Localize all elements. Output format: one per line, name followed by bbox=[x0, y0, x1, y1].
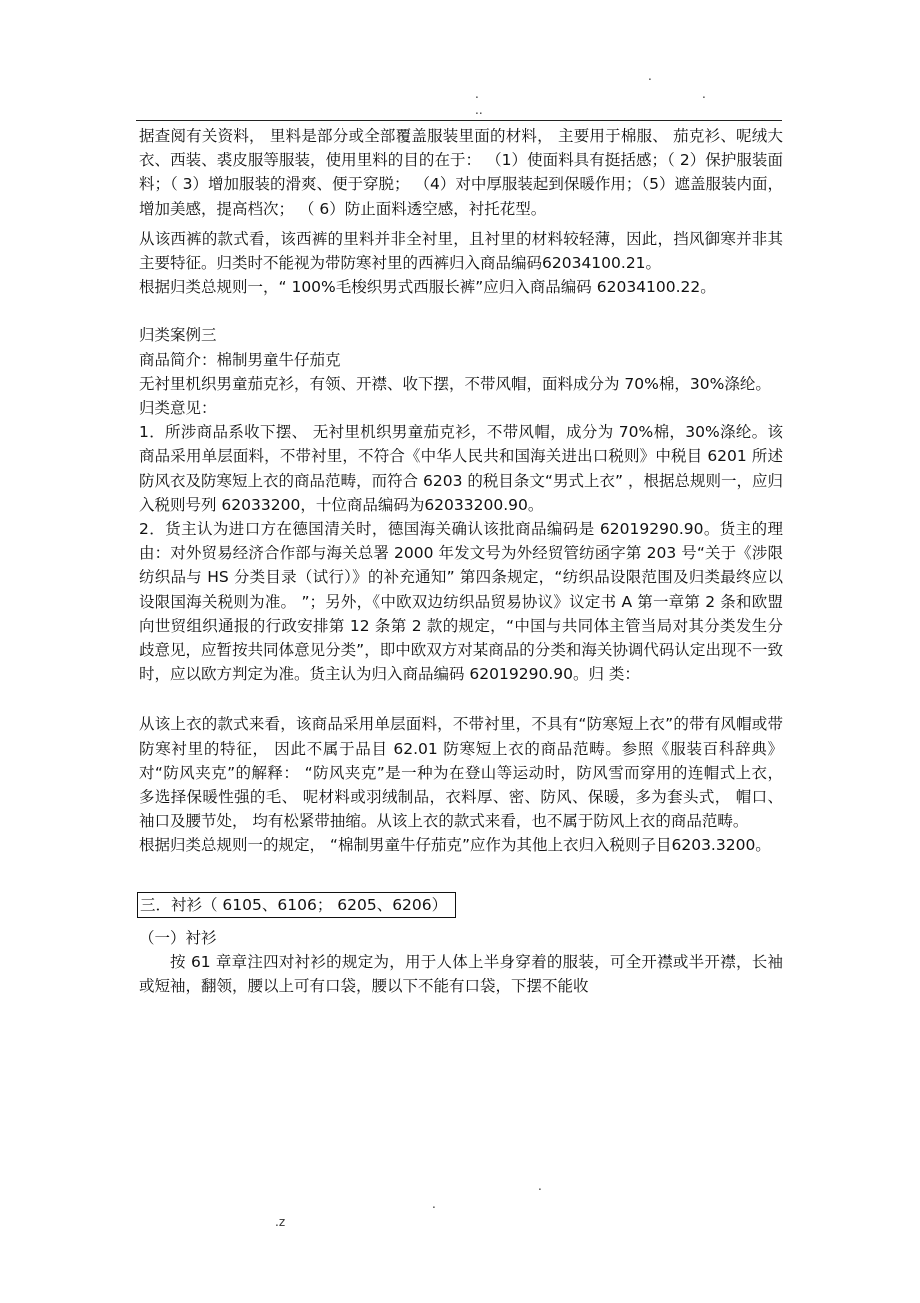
paragraph-lining-purpose: 据查阅有关资料， 里料是部分或全部覆盖服装里面的材料， 主要用于棉服、 茄克衫、呢绒大衣、西装、裘皮服等服装，使用里料的目的在于： （1）使面料具有挺括感；（ 2）保护服装面料；（ 3）增加服装的滑爽、便于穿脱； （4）对中厚服装起到保暖作用；（5）遮盖服装内面，增加美感，提高档次； （ 6）防止面料透空感，衬托花型。 bbox=[139, 127, 783, 218]
paragraph-trousers-analysis: 从该西裤的款式看，该西裤的里料并非全衬里，且衬里的材料较轻薄，因此，挡风御寒并非其主要特征。归类时不能视为带防寒衬里的西裤归入商品编码62034100.21。 bbox=[139, 229, 783, 273]
footer-mark: . bbox=[432, 1197, 436, 1211]
header-mark: . bbox=[475, 87, 479, 101]
footer-mark: . bbox=[538, 1179, 542, 1193]
header-divider bbox=[136, 120, 782, 121]
opinion-point-2: 2．货主认为进口方在德国清关时，德国海关确认该批商品编码是 62019290.90。货主的理由：对外贸易经济合作部与海关总署 2000 年发文号为外经贸管纺函字第 203 号“关于《涉限纺织品与 HS 分类目录（试行）》的补充通知” 第四条规定，“纺织品设限范围及归类最终应以设限国海关税则为准。 ”；另外，《中欧双边纺织品贸易协议》议定书 A 第一章第 2 条和欧盟向世贸组织通报的行政安排第 12 条第 2 款的规定，“中国与共同体主管当局对其分类发生分歧意见，应暂按共同体意见分类”，即中欧双方对某商品的分类和海关协调代码认定出现不一致时，应以欧方判定为准。货主认为归入商品编码 62019290.90。归 类： bbox=[139, 520, 783, 684]
header-mark: . bbox=[648, 69, 652, 83]
case-title: 归类案例三 bbox=[139, 326, 217, 345]
product-description: 无衬里机织男童茄克衫，有领、开襟、收下摆，不带风帽，面料成分为 70%棉，30%涤纶。 bbox=[139, 374, 771, 393]
section-heading: 三．衬衫（ 6105、6106； 6205、6206） bbox=[137, 892, 456, 918]
shirt-definition: 按 61 章章注四对衬衫的规定为，用于人体上半身穿着的服装，可全开襟或半开襟，长袖或短袖，翻领，腰以上可有口袋，腰以下不能有口袋，下摆不能收 bbox=[139, 952, 783, 996]
paragraph-trousers-conclusion: 根据归类总规则一，“ 100%毛梭织男式西服长裤”应归入商品编码 62034100.22。 bbox=[139, 278, 716, 297]
subsection-heading: （一）衬衫 bbox=[139, 928, 217, 947]
footer-mark: .z bbox=[275, 1215, 286, 1229]
opinion-point-1: 1．所涉商品系收下摆、 无衬里机织男童茄克衫，不带风帽，成分为 70%棉，30%涤纶。该商品采用单层面料，不带衬里，不符合《中华人民共和国海关进出口税则》中税目 6201 所述防风衣及防寒短上衣的商品范畴，而符合 6203 的税目条文“男式上衣” ，根据总规则一，应归入税则号列 62033200，十位商品编码为62033200.90。 bbox=[139, 423, 783, 514]
opinion-label: 归类意见： bbox=[139, 399, 217, 418]
document-body bbox=[139, 124, 783, 998]
header-mark: .. bbox=[475, 103, 483, 117]
jacket-conclusion: 根据归类总规则一的规定， “棉制男童牛仔茄克”应作为其他上衣归入税则子目6203.3200。 bbox=[139, 836, 771, 855]
jacket-style-analysis: 从该上衣的款式来看，该商品采用单层面料，不带衬里，不具有“防寒短上衣”的带有风帽或带防寒衬里的特征， 因此不属于品目 62.01 防寒短上衣的商品范畴。参照《服装百科辞典》对“防风夹克”的解释： “防风夹克”是一种为在登山等运动时，防风雪而穿用的连帽式上衣， 多选择保暖性强的毛、 呢材料或羽绒制品，衣料厚、密、防风、保暖，多为套头式， 帽口、袖口及腰节处， 均有松紧带抽缩。从该上衣的款式来看，也不属于防风上衣的商品范畴。 bbox=[139, 715, 783, 831]
header-mark: . bbox=[702, 87, 706, 101]
product-summary: 商品简介：棉制男童牛仔茄克 bbox=[139, 350, 341, 369]
